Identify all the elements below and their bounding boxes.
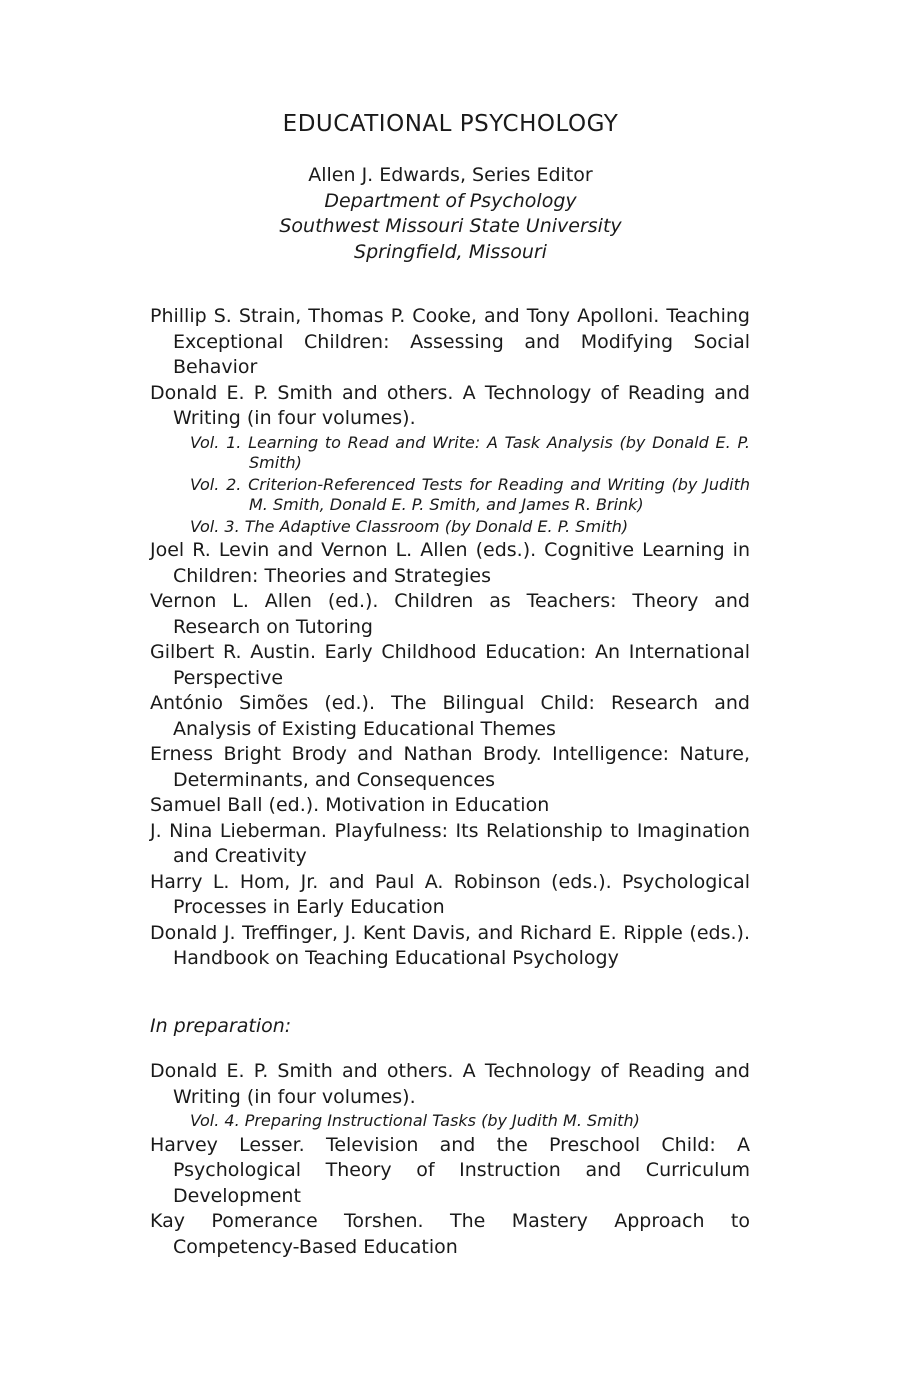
published-list [150, 304, 750, 972]
book-entry: J. Nina Lieberman. Playfulness: Its Relationship to Imagination and Creativity [150, 819, 750, 867]
series-title: EDUCATIONAL PSYCHOLOGY [282, 111, 619, 137]
volume-entry: Vol. 3. The Adaptive Classroom (by Donald E. P. Smith) [190, 516, 629, 536]
book-entry: Donald E. P. Smith and others. A Technology of Reading and Writing (in four volumes). [150, 381, 750, 429]
series-editor: Allen J. Edwards, Series Editor [308, 164, 593, 186]
book-entry: Phillip S. Strain, Thomas P. Cooke, and Tony Apolloni. Teaching Exceptional Children: Assessing and Modifying Social Behavior [150, 305, 750, 378]
book-entry: Vernon L. Allen (ed.). Children as Teachers: Theory and Research on Tutoring [150, 590, 750, 638]
editor-university: Southwest Missouri State University [279, 215, 622, 237]
book-entry: Harvey Lesser. Television and the Preschool Child: A Psychological Theory of Instruction and Curriculum Development [150, 1133, 750, 1207]
book-entry: Erness Bright Brody and Nathan Brody. Intelligence: Nature, Determinants, and Consequences [150, 743, 750, 791]
in-preparation-label: In preparation: [150, 1015, 292, 1037]
book-entry: Donald E. P. Smith and others. A Technology of Reading and Writing (in four volumes). [150, 1060, 750, 1108]
book-entry: Harry L. Hom, Jr. and Paul A. Robinson (eds.). Psychological Processes in Early Education [150, 870, 750, 918]
book-entry: António Simões (ed.). The Bilingual Child: Research and Analysis of Existing Educational Themes [150, 692, 750, 740]
series-editor-block [0, 163, 901, 265]
book-entry: Donald J. Treffinger, J. Kent Davis, and Richard E. Ripple (eds.). Handbook on Teaching Educational Psychology [150, 921, 750, 969]
volume-entry: Vol. 2. Criterion-Referenced Tests for Reading and Writing (by Judith M. Smith, Donald E. P. Smith, and James R. Brink) [190, 474, 750, 514]
book-entry: Kay Pomerance Torshen. The Mastery Approach to Competency-Based Education [150, 1210, 750, 1258]
in-preparation-list [150, 1059, 750, 1260]
volume-entry: Vol. 4. Preparing Instructional Tasks (by Judith M. Smith) [190, 1111, 640, 1130]
book-entry: Joel R. Levin and Vernon L. Allen (eds.). Cognitive Learning in Children: Theories and Strategies [150, 539, 750, 587]
volume-entry: Vol. 1. Learning to Read and Write: A Task Analysis (by Donald E. P. Smith) [190, 432, 750, 472]
editor-location: Springfield, Missouri [354, 240, 547, 263]
book-entry: Samuel Ball (ed.). Motivation in Education [150, 794, 550, 816]
book-entry: Gilbert R. Austin. Early Childhood Education: An International Perspective [150, 641, 750, 689]
editor-department: Department of Psychology [324, 189, 577, 212]
